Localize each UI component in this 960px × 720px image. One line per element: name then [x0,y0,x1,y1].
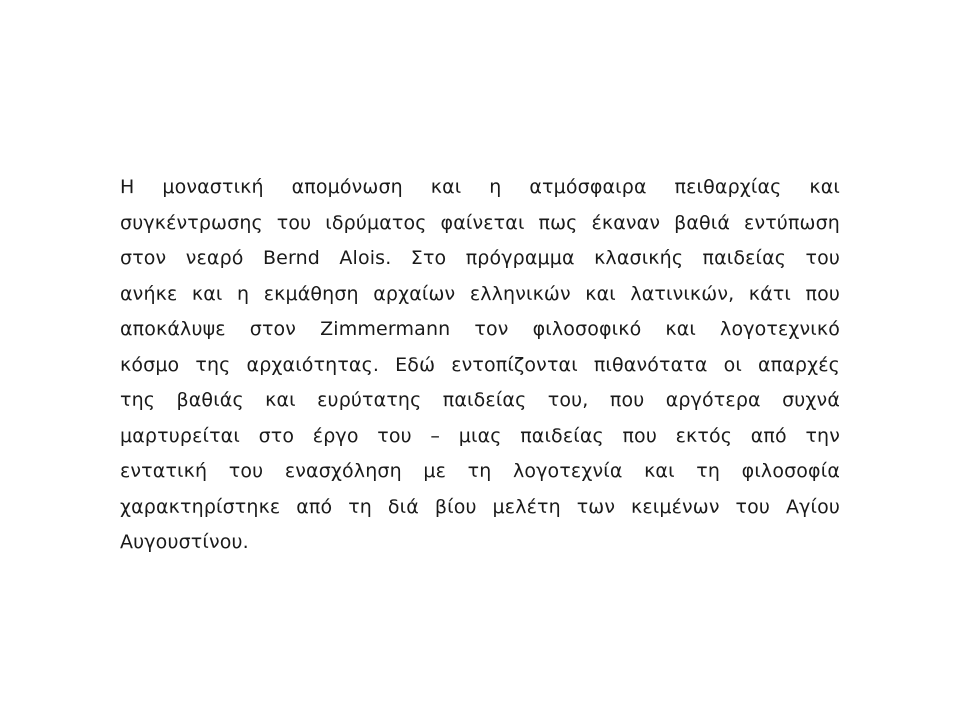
paragraph-line-last: Αυγουστίνου. [120,531,249,553]
paragraph-line: αποκάλυψε στον Zimmermann τον φιλοσοφικό και λογοτεχνικό [120,318,840,340]
paragraph-line: κόσμο της αρχαιότητας. Εδώ εντοπίζονται πιθανότατα οι απαρχές [120,353,840,376]
paragraph-line: συγκέντρωσης του ιδρύματος φαίνεται πως έκαναν βαθιά εντύπωση [120,211,840,234]
paragraph-line: μαρτυρείται στο έργο του – μιας παιδείας που εκτός από την [120,424,840,447]
paragraph-line: εντατική του ενασχόληση με τη λογοτεχνία και τη φιλοσοφία [120,460,840,482]
paragraph-line: Η μοναστική απομόνωση και η ατμόσφαιρα πειθαρχίας και [120,176,840,198]
paragraph-line: ανήκε και η εκμάθηση αρχαίων ελληνικών και λατινικών, κάτι που [120,282,840,305]
paragraph-line: στον νεαρό Bernd Alois. Στο πρόγραμμα κλασικής παιδείας του [120,247,840,269]
body-paragraph [120,170,840,561]
paragraph-line: της βαθιάς και ευρύτατης παιδείας του, που αργότερα συχνά [120,389,840,411]
paragraph-line: χαρακτηρίστηκε από τη διά βίου μελέτη των κειμένων του Αγίου [120,495,840,518]
